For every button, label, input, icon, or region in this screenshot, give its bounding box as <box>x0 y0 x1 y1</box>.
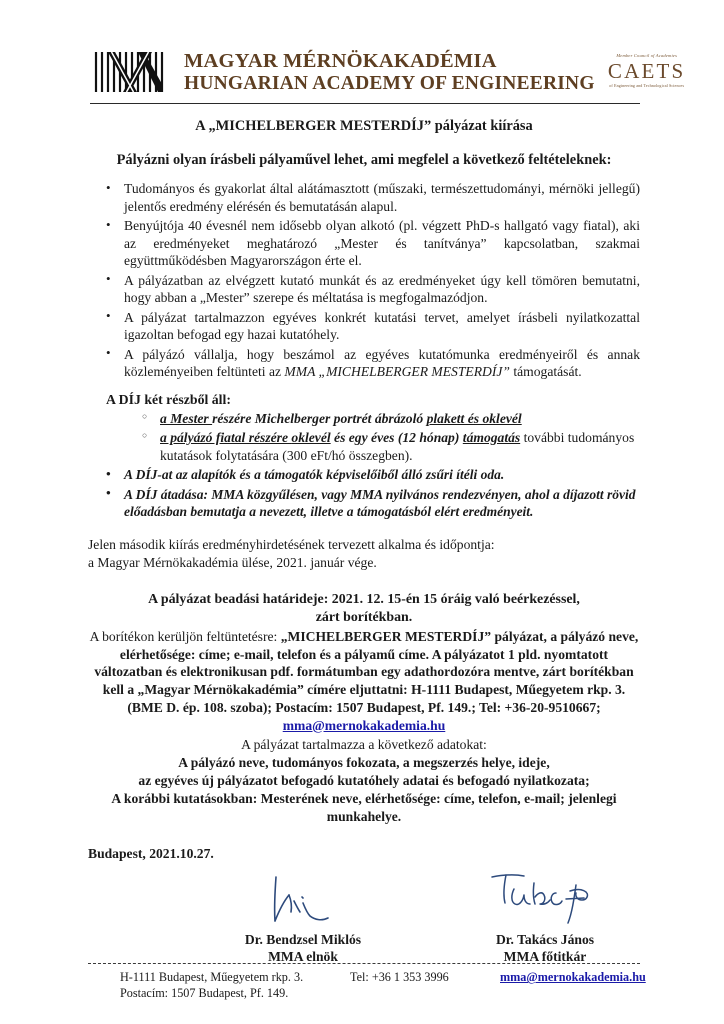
condition-text: A pályázatban az elvégzett kutató munkát és az eredményeket úgy kell tömören bemutatni, hogy abban a „Mester” szerepe és méltatása is megfogalmazódjon. <box>124 272 640 306</box>
award-note-text: A DÍJ-at az alapítók és a támogatók képviselőiből álló zsűri ítéli oda. <box>124 467 505 483</box>
announcement-paragraph <box>88 536 640 572</box>
award-tail-plain: további tudományos kutatások folytatására (300 eFt/hó összegben). <box>160 430 635 463</box>
footer-divider <box>88 963 640 964</box>
list-item <box>88 180 640 215</box>
award-note-text: A DÍJ átadása: MMA közgyűlésen, vagy MMA nyilvános rendezvényen, ahol a díjazott rövid előadásban bemutatja a nevezett, illetve a támogatásból elért eredményeit. <box>124 486 636 520</box>
org-name-english: HUNGARIAN ACADEMY OF ENGINEERING <box>184 72 595 94</box>
caets-tagline-bottom: of Engineering and Technological Sciences <box>609 83 685 89</box>
signatory-2 <box>450 869 640 965</box>
signatory-1 <box>208 869 398 965</box>
condition-text: A pályázat tartalmazzon egyéves konkrét kutatási tervet, amelyet írásbeli nyilatkozattal igazoltan befogad egy hazai kutatóhely. <box>124 309 640 343</box>
caets-wordmark: CAETS <box>607 59 686 84</box>
footer-email-link[interactable]: mma@mernokakademia.hu <box>500 970 646 985</box>
announcement-line-2: a Magyar Mérnökakadémia ülése, 2021. január vége. <box>88 555 377 571</box>
award-underlined-b: plakett és oklevél <box>426 411 522 427</box>
contains-line: az egyéves új pályázatot befogadó kutatóhely adatai és befogadó nyilatkozata; <box>138 772 590 788</box>
award-italic-b: és egy éves (12 hónap) <box>330 430 463 446</box>
header-divider <box>90 103 640 104</box>
award-underlined-d: oklevél <box>291 430 331 446</box>
envelope-prefix: A borítékon kerüljön feltüntetésre: <box>89 628 281 644</box>
page-footer <box>0 963 724 1002</box>
envelope-instructions <box>88 628 640 735</box>
signature-block <box>88 869 640 965</box>
mma-monogram-logo-icon <box>92 46 166 98</box>
condition-text: Tudományos és gyakorlat által alátámasztott (műszaki, természettudományi, mérnöki jellegű) jelentős eredmény elérésén és bemutatásán alapul. <box>124 181 640 214</box>
award-underlined-c: a pályázó fiatal részére <box>160 430 292 446</box>
caets-tagline-top: Member Council of Academies <box>616 52 678 58</box>
place-and-date: Budapest, 2021.10.27. <box>88 846 214 862</box>
list-item <box>88 346 640 381</box>
envelope-email-link[interactable]: mma@mernokakademia.hu <box>282 717 446 733</box>
letterhead-header <box>0 0 724 98</box>
condition-text-italic: MMA „MICHELBERGER MESTERDÍJ” <box>284 363 510 379</box>
list-item <box>88 429 640 464</box>
signatory-name: Dr. Takács János <box>495 932 595 948</box>
condition-text: Benyújtója 40 évesnél nem idősebb olyan alkotó (pl. végzett PhD-s hallgató vagy fiatal), aki az eredményeket meghatározó „Mester és tanítványa” kapcsolatban, szakmai együttműködésben Magyarországon érte el. <box>124 218 640 269</box>
award-notes-list <box>88 466 640 520</box>
document-body <box>0 117 724 965</box>
list-item <box>88 272 640 307</box>
footer-contact-row <box>88 970 646 1002</box>
deadline-line-1: A pályázat beadási határideje: 2021. 12. 15-én 15 óráig való beérkezéssel, <box>148 591 580 607</box>
list-item <box>88 309 640 344</box>
list-item <box>88 486 640 521</box>
contains-heading: A pályázat tartalmazza a következő adatokat: <box>241 737 487 753</box>
contains-line: munkahelye. <box>326 808 402 824</box>
lead-paragraph: Pályázni olyan írásbeli pályaművel lehet, ami megfelel a következő feltételeknek: <box>116 151 612 168</box>
award-underlined-support: támogatás <box>462 430 521 446</box>
list-item <box>88 217 640 269</box>
condition-text-tail: támogatását. <box>509 363 582 379</box>
envelope-bold-run: „MICHELBERGER MESTERDÍJ” pályázat, a pályázó neve, elérhetősége: címe; e-mail, telefon és a pályamű címe. A pályázatot 1 pld. nyomtatott változatban és elektronikusan pdf. formátumban egy adathordozóra mentve, zárt borítékban kell a „Magyar Mérnökakadémia” címére eljuttatni: H-1111 Budapest, Műegyetem rkp. 3. (BME D. ép. 108. szoba); Postacím: 1507 Budapest, Pf. 149.; Tel: +36-20-9510667; <box>94 628 639 715</box>
award-underlined-a: a Mester <box>160 411 213 427</box>
signatory-role: MMA elnök <box>268 949 338 965</box>
conditions-list <box>88 180 640 380</box>
organization-names <box>184 50 595 95</box>
deadline-line-2: zárt borítékban. <box>315 609 413 625</box>
footer-address-line-1: H-1111 Budapest, Műegyetem rkp. 3. <box>120 970 304 985</box>
deadline-notice <box>88 591 640 627</box>
list-item <box>88 410 640 428</box>
org-name-hungarian: MAGYAR MÉRNÖKAKADÉMIA <box>184 49 497 72</box>
handwritten-signature-bendzsel-icon <box>208 869 398 931</box>
contains-requirements <box>88 754 640 825</box>
contains-line: A pályázó neve, tudományos fokozata, a megszerzés helye, ideje, <box>178 755 550 771</box>
award-heading: A DÍJ két részből áll: <box>106 392 231 408</box>
signatory-name: Dr. Bendzsel Miklós <box>244 932 362 948</box>
contains-line: A korábbi kutatásokban: Mesterének neve, elérhetősége: címe, telefon, e-mail; jelenlegi <box>111 790 617 806</box>
caets-logo <box>595 53 699 91</box>
signatory-role: MMA főtitkár <box>503 949 587 965</box>
list-item <box>88 466 640 483</box>
condition-text-plain: A pályázó vállalja, hogy beszámol az egyéves kutatómunka eredményeiről és annak közleményeiben feltünteti az <box>124 346 640 379</box>
footer-address <box>120 970 350 1002</box>
award-parts-list <box>88 410 640 464</box>
announcement-line-1: Jelen második kiírás eredményhirdetésének tervezett alkalma és időpontja: <box>88 537 495 553</box>
page-title: A „MICHELBERGER MESTERDÍJ” pályázat kiírása <box>195 118 533 134</box>
handwritten-signature-takacs-icon <box>450 869 640 931</box>
footer-address-line-2: Postacím: 1507 Budapest, Pf. 149. <box>120 986 289 1001</box>
award-italic-a: részére Michelberger portrét ábrázoló <box>212 411 427 427</box>
footer-phone: Tel: +36 1 353 3996 <box>350 970 449 985</box>
